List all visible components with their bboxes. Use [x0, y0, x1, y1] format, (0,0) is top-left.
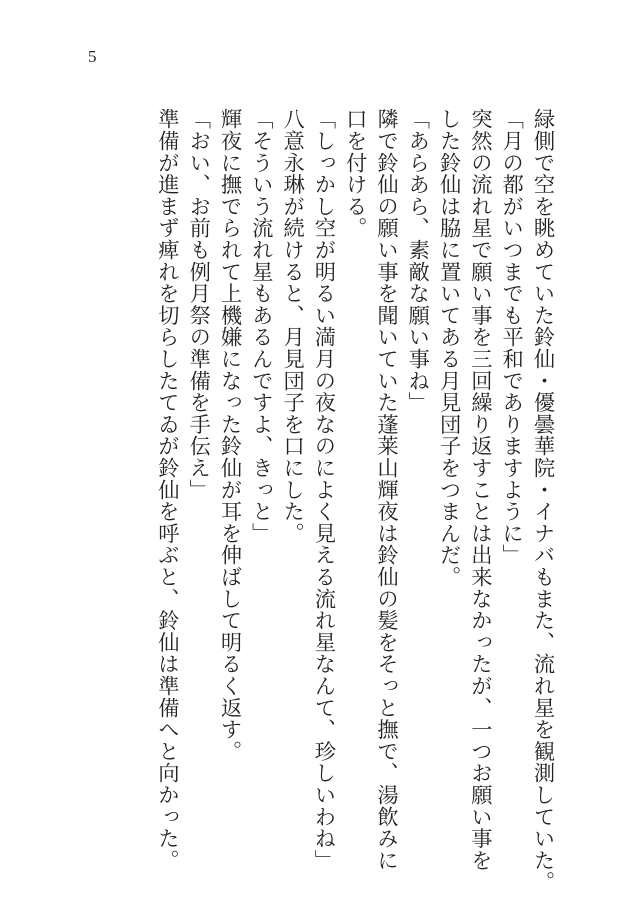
- text-line: 「そういう流れ星もあるんですよ、きっと」: [248, 108, 274, 544]
- text-line: 「おい、お前も例月祭の準備を手伝え」: [185, 108, 211, 501]
- page-number: 5: [88, 47, 97, 66]
- story-text: [151, 108, 558, 893]
- text-line: 口を付ける。: [342, 108, 368, 239]
- text-line: 準備が進まず痺れを切らしたてゐが鈴仙を呼ぶと、鈴仙は準備へと向かった。: [154, 108, 180, 871]
- text-line: 突然の流れ星で願い事を三回繰り返すことは出来なかったが、一つお願い事を: [467, 108, 493, 871]
- text-line: 「あらあら、素敵な願い事ね」: [404, 108, 430, 414]
- text-line: 八意永琳が続けると、月見団子を口にした。: [279, 108, 305, 544]
- text-line: 輝夜に撫でられて上機嫌になった鈴仙が耳を伸ばして明るく返す。: [217, 108, 243, 762]
- text-line: 隣で鈴仙の願い事を聞いていた蓬莱山輝夜は鈴仙の髪をそっと撫で、湯飲みに: [373, 108, 399, 871]
- text-line: 「月の都がいつまでも平和でありますように」: [498, 108, 524, 566]
- text-line: した鈴仙は脇に置いてある月見団子をつまんだ。: [436, 108, 462, 588]
- text-line: 緑側で空を眺めていた鈴仙・優曇華院・イナバもまた、流れ星を観測していた。: [530, 108, 555, 893]
- text-line: 「しっかし空が明るい満月の夜なのによく見える流れ星なんて、珍しいわね」: [310, 108, 336, 871]
